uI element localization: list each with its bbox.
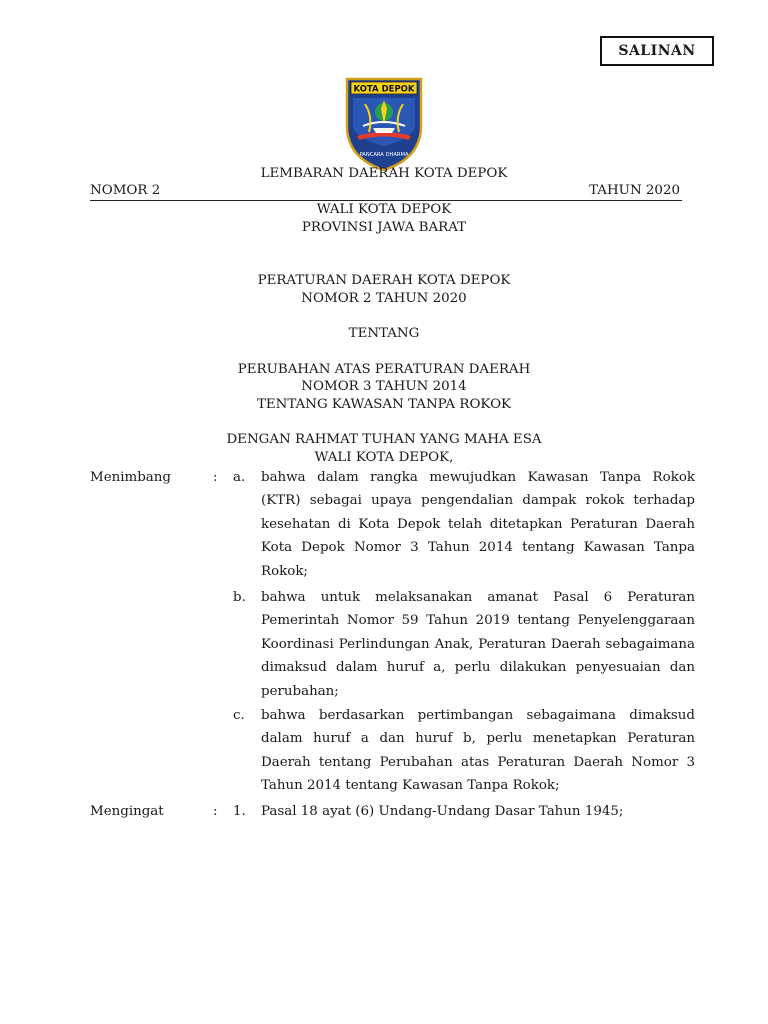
menimbang-item-text: bahwa dalam rangka mewujudkan Kawasan Tanpa Rokok (KTR) sebagai upaya pengendalian dampak rokok terhadap kesehatan di Kota Depok telah ditetapkan Peraturan Daerah Kota Depok Nomor 3 Tahun 2014 tentang Kawasan Tanpa Rokok; xyxy=(261,470,695,579)
menimbang-item-marker: b. xyxy=(233,590,246,605)
perubahan-title-line2: NOMOR 3 TAHUN 2014 xyxy=(301,379,467,394)
menimbang-colon: : xyxy=(213,470,218,485)
nomor-tahun-line xyxy=(90,183,682,201)
menimbang-item-text: bahwa untuk melaksanakan amanat Pasal 6 Peraturan Pemerintah Nomor 59 Tahun 2019 tentang Penyelenggaraan Koordinasi Perlindungan Anak, Peraturan Daerah sebagaimana dimaksud dalam huruf a, perlu dilakukan penyesuaian dan perubahan; xyxy=(261,590,695,699)
tahun-label: TAHUN 2020 xyxy=(589,183,680,198)
svg-text:PANCARA DHARMA: PANCARA DHARMA xyxy=(359,152,409,158)
kota-depok-coat-of-arms-logo xyxy=(343,76,425,172)
provinsi-heading: PROVINSI JAWA BARAT xyxy=(301,220,467,235)
menimbang-item-marker: c. xyxy=(233,708,245,723)
wali-kota-heading: WALI KOTA DEPOK xyxy=(316,202,452,217)
menimbang-item-marker: a. xyxy=(233,470,246,485)
mengingat-item-marker: 1. xyxy=(233,804,246,819)
wali-kota-salutation: WALI KOTA DEPOK, xyxy=(314,450,454,465)
peraturan-title: PERATURAN DAERAH KOTA DEPOK xyxy=(257,273,511,288)
svg-text:KOTA DEPOK: KOTA DEPOK xyxy=(353,84,415,95)
salinan-text: SALINAN xyxy=(618,43,696,59)
peraturan-number: NOMOR 2 TAHUN 2020 xyxy=(301,291,467,306)
menimbang-label: Menimbang xyxy=(90,470,171,485)
lembaran-daerah-heading: LEMBARAN DAERAH KOTA DEPOK xyxy=(260,166,508,181)
perubahan-title-line1: PERUBAHAN ATAS PERATURAN DAERAH xyxy=(237,362,531,377)
tentang-heading: TENTANG xyxy=(348,326,420,341)
mengingat-colon: : xyxy=(213,804,218,819)
salinan-stamp xyxy=(600,36,714,66)
mengingat-item-text: Pasal 18 ayat (6) Undang-Undang Dasar Tahun 1945; xyxy=(261,804,624,819)
nomor-label: NOMOR 2 xyxy=(90,183,161,198)
menimbang-item-text: bahwa berdasarkan pertimbangan sebagaimana dimaksud dalam huruf a dan huruf b, perlu menetapkan Peraturan Daerah tentang Perubahan atas Peraturan Daerah Nomor 3 Tahun 2014 tentang Kawasan Tanpa Rokok; xyxy=(261,708,695,794)
mengingat-label: Mengingat xyxy=(90,804,164,819)
perubahan-title-line3: TENTANG KAWASAN TANPA ROKOK xyxy=(256,397,512,412)
rahmat-heading: DENGAN RAHMAT TUHAN YANG MAHA ESA xyxy=(226,432,542,447)
